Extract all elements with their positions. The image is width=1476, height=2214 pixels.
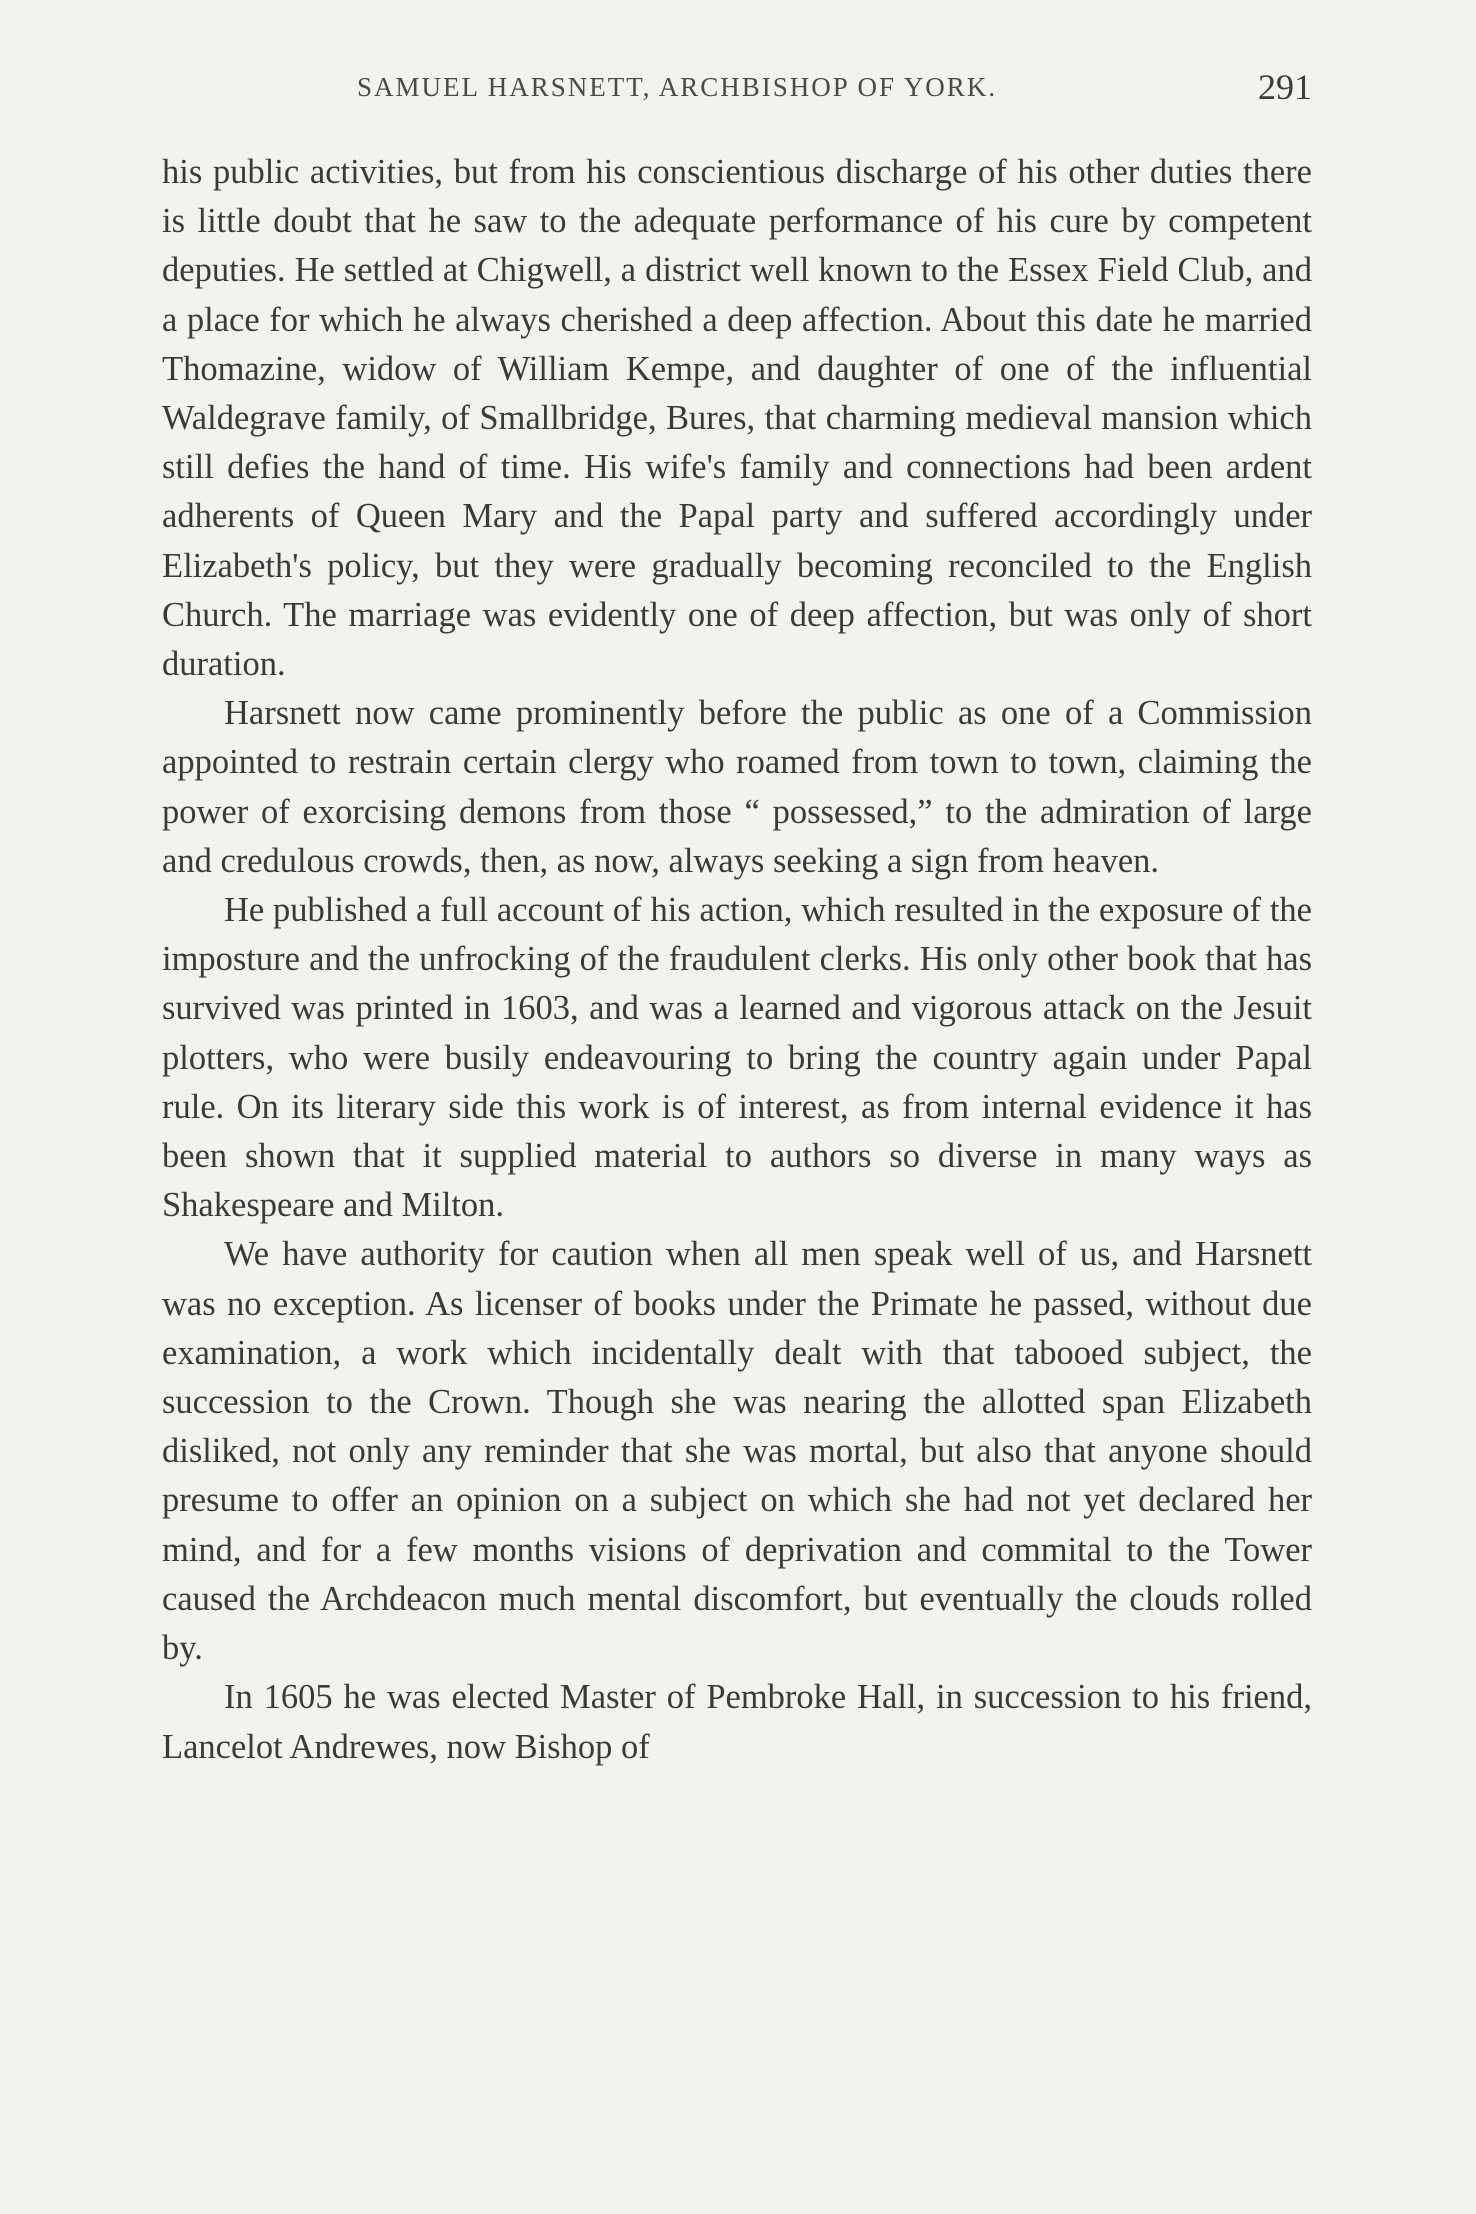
running-head <box>162 60 1312 120</box>
paragraph-4: We have authority for caution when all men speak well of us, and Harsnett was no exception. As licenser of books under the Primate he passed, without due examination, a work which incidentally dealt with that tabooed subject, the succession to the Crown. Though she was nearing the allotted span Elizabeth disliked, not only any reminder that she was mortal, but also that anyone should presume to offer an opinion on a subject on which she had not yet declared her mind, and for a few months visions of deprivation and commital to the Tower caused the Archdeacon much mental discomfort, but eventually the clouds rolled by. <box>162 1235 1312 1668</box>
body-text <box>162 148 1312 1772</box>
paragraph-2: Harsnett now came prominently before the public as one of a Commission appointed to restrain certain clergy who roamed from town to town, claiming the power of exorcising demons from those “ possessed,” to the admiration of large and credulous crowds, then, as now, always seeking a sign from heaven. <box>162 694 1312 880</box>
page-number: 291 <box>1258 67 1312 107</box>
paragraph-1: his public activities, but from his conscientious discharge of his other duties there is little doubt that he saw to the adequate performance of his cure by competent deputies. He settled at Chigwell, a district well known to the Essex Field Club, and a place for which he always cherished a deep affection. About this date he married Thomazine, widow of William Kempe, and daughter of one of the influential Waldegrave family, of Smallbridge, Bures, that charming medieval mansion which still defies the hand of time. His wife's family and connections had been ardent adherents of Queen Mary and the Papal party and suffered accordingly under Elizabeth's policy, but they were gradually becoming reconciled to the English Church. The marriage was evidently one of deep affection, but was only of short duration. <box>162 153 1312 684</box>
paragraph-5: In 1605 he was elected Master of Pembroke Hall, in succession to his friend, Lancelot Andrewes, now Bishop of <box>162 1678 1312 1766</box>
running-title: SAMUEL HARSNETT, ARCHBISHOP OF YORK. <box>357 72 998 102</box>
paragraph-3: He published a full account of his action, which resulted in the exposure of the imposture and the unfrocking of the fraudulent clerks. His only other book that has survived was printed in 1603, and was a learned and vigorous attack on the Jesuit plotters, who were busily endeavouring to bring the country again under Papal rule. On its literary side this work is of interest, as from internal evidence it has been shown that it supplied material to authors so diverse in many ways as Shakespeare and Milton. <box>162 891 1312 1225</box>
book-page <box>162 60 1312 1772</box>
